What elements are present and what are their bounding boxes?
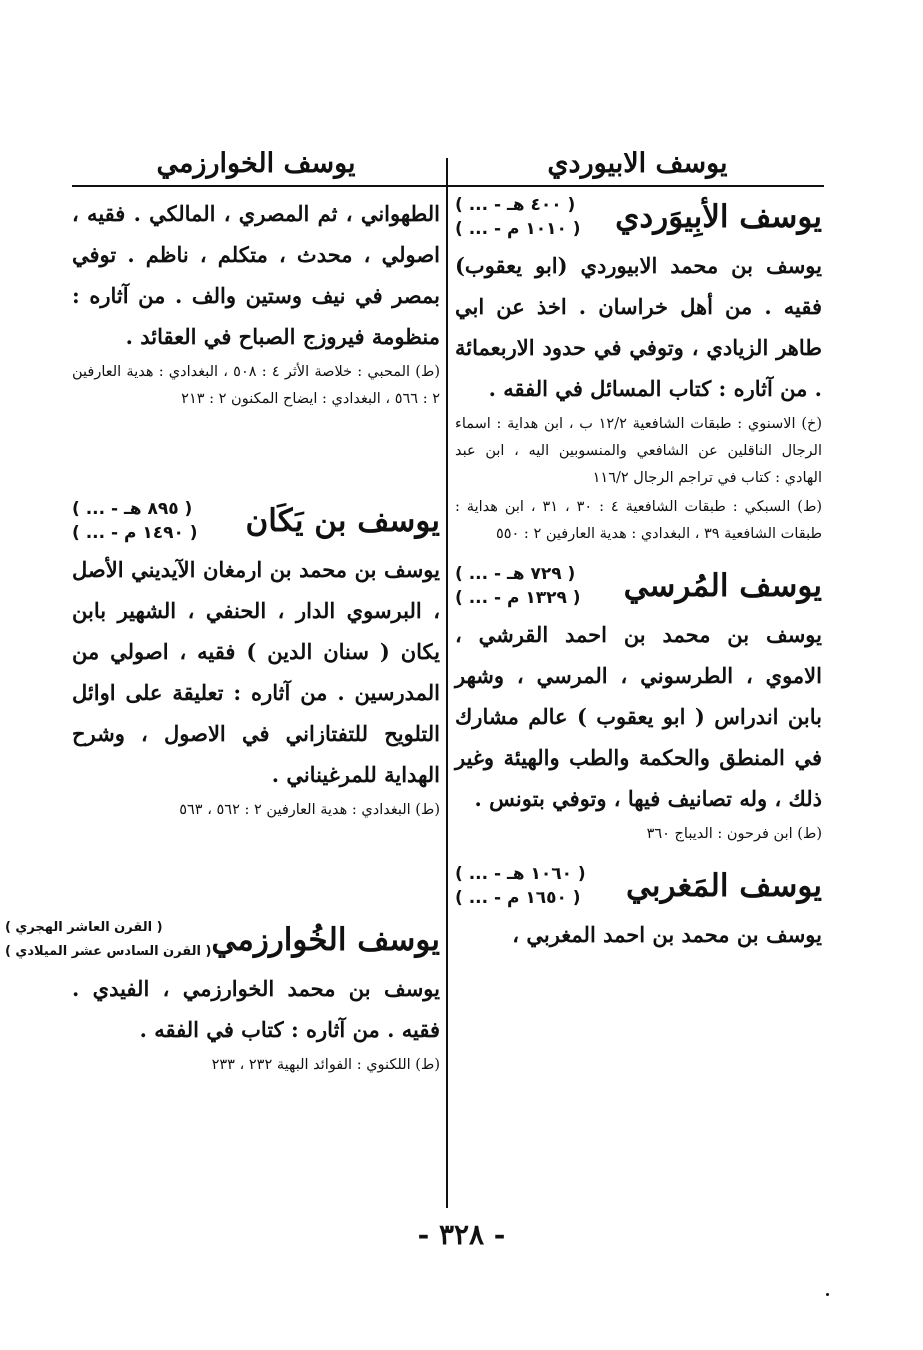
entry-yusuf-khwarizmi [4,916,440,1079]
entry-ref-printed: (ط) اللكنوي : الفوائد البهية ٢٣٢ ، ٢٣٣ [211,1057,440,1073]
entry-name: يوسف بن يَكَان [245,503,440,539]
entry-body: يوسف بن محمد بن احمد المغربي ، [512,922,822,947]
entry-dates [455,862,586,910]
left-column [4,193,440,1093]
entry-heading [455,193,822,241]
hijri-date: ( ... - ٧٢٩ هـ ) [455,564,576,584]
gregorian-date: ( ... - ١٤٩٠ م ) [72,523,198,543]
entry-ref-printed: (ط) السبكي : طبقات الشافعية ٤ : ٣٠ ، ٣١ ، ابن هداية : طبقات الشافعية ٣٩ ، البغدادي : هدية العارفين ٢ : ٥٥٠ [455,499,823,542]
entry-body: يوسف بن محمد الخوارزمي ، الفيدي . فقيه . من آثاره : كتاب في الفقه . [72,976,440,1042]
entry-dates [455,193,581,241]
entry-heading [4,916,440,964]
entry-dates [72,497,198,545]
entry-name: يوسف الخُوارزمي [211,922,440,958]
gregorian-date: ( ... - ١٣٢٩ م ) [455,588,581,608]
column-divider [446,158,448,1208]
entry-name: يوسف المَغربي [625,868,822,904]
entry-heading [72,497,440,545]
entry-body: الطهواني ، ثم المصري ، المالكي . فقيه ، اصولي ، محدث ، متكلم ، ناظم . توفي بمصر في نيف وستين والف . من آثاره : منظومة فيروزج الصباح في العقائد . [72,201,440,349]
page-number: - ٣٢٨ - [417,1218,506,1251]
entry-dates [5,916,211,964]
right-column [455,193,822,969]
print-speck [826,1293,829,1296]
running-header-left: يوسف الخوارزمي [156,148,356,179]
entry-yusuf-maghribi [455,862,822,955]
entry-ref-printed: (ط) ابن فرحون : الديباج ٣٦٠ [646,826,822,842]
header-rule [72,185,824,187]
hijri-date: ( ... - ٤٠٠ هـ ) [455,195,576,215]
entry-dates [455,562,581,610]
entry-yusuf-abiwardi [455,193,822,548]
century-hijri: ( القرن العاشر الهجري ) [4,920,163,935]
running-header-right: يوسف الابيوردي [547,148,728,179]
entry-yusuf-mursi [455,562,822,848]
entry-ref-printed: (ط) البغدادي : هدية العارفين ٢ : ٥٦٢ ، ٥٦٣ [179,802,440,818]
gregorian-date: ( ... - ١٦٥٠ م ) [455,888,581,908]
gregorian-date: ( ... - ١٠١٠ م ) [455,219,581,239]
hijri-date: ( ... - ٨٩٥ هـ ) [72,499,193,519]
entry-yusuf-ibn-yakan [72,497,440,824]
entry-name: يوسف المُرسي [623,568,822,604]
entry-heading [455,562,822,610]
hijri-date: ( ... - ١٠٦٠ هـ ) [455,864,586,884]
entry-ref-manuscript: (خ) الاسنوي : طبقات الشافعية ١٢/٢ ب ، ابن هداية : اسماء الرجال الناقلين عن الشافعي والمنسوبين اليه ، ابن عبد الهادي : كتاب في تراجم الرجال ١١٦/٢ [455,416,822,486]
entry-body: يوسف بن محمد الابيوردي (ابو يعقوب) فقيه . من أهل خراسان . اخذ عن ابي طاهر الزيادي ، وتوفي في حدود الاربعمائة . من آثاره : كتاب المسائل في الفقه . [455,253,822,401]
entry-name: يوسف الأبِيوَردي [615,199,822,235]
entry-body: يوسف بن محمد بن احمد القرشي ، الاموي ، الطرسوني ، المرسي ، وشهر بابن اندراس ( ابو يعقوب ) عالم مشارك في المنطق والحكمة والطب والهيئة وغير ذلك ، وله تصانيف فيها ، وتوفي بتونس . [455,622,822,811]
entry-heading [455,862,822,910]
century-gregorian: ( القرن السادس عشر الميلادي ) [4,944,212,959]
entry-body: يوسف بن محمد بن ارمغان الآيديني الأصل ، البرسوي الدار ، الحنفي ، الشهير بابن يكان ( سنان الدين ) فقيه ، اصولي من المدرسين . من آثاره : تعليقة على اوائل التلويح للتفتازاني في الاصول ، وشرح الهداية للمرغيناني . [72,557,440,787]
entry-ref-printed: (ط) المحبي : خلاصة الأثر ٤ : ٥٠٨ ، البغدادي : هدية العارفين ٢ : ٥٦٦ ، البغدادي : ايضاح المكنون ٢ : ٢١٣ [72,364,440,407]
entry-continuation [72,193,440,413]
